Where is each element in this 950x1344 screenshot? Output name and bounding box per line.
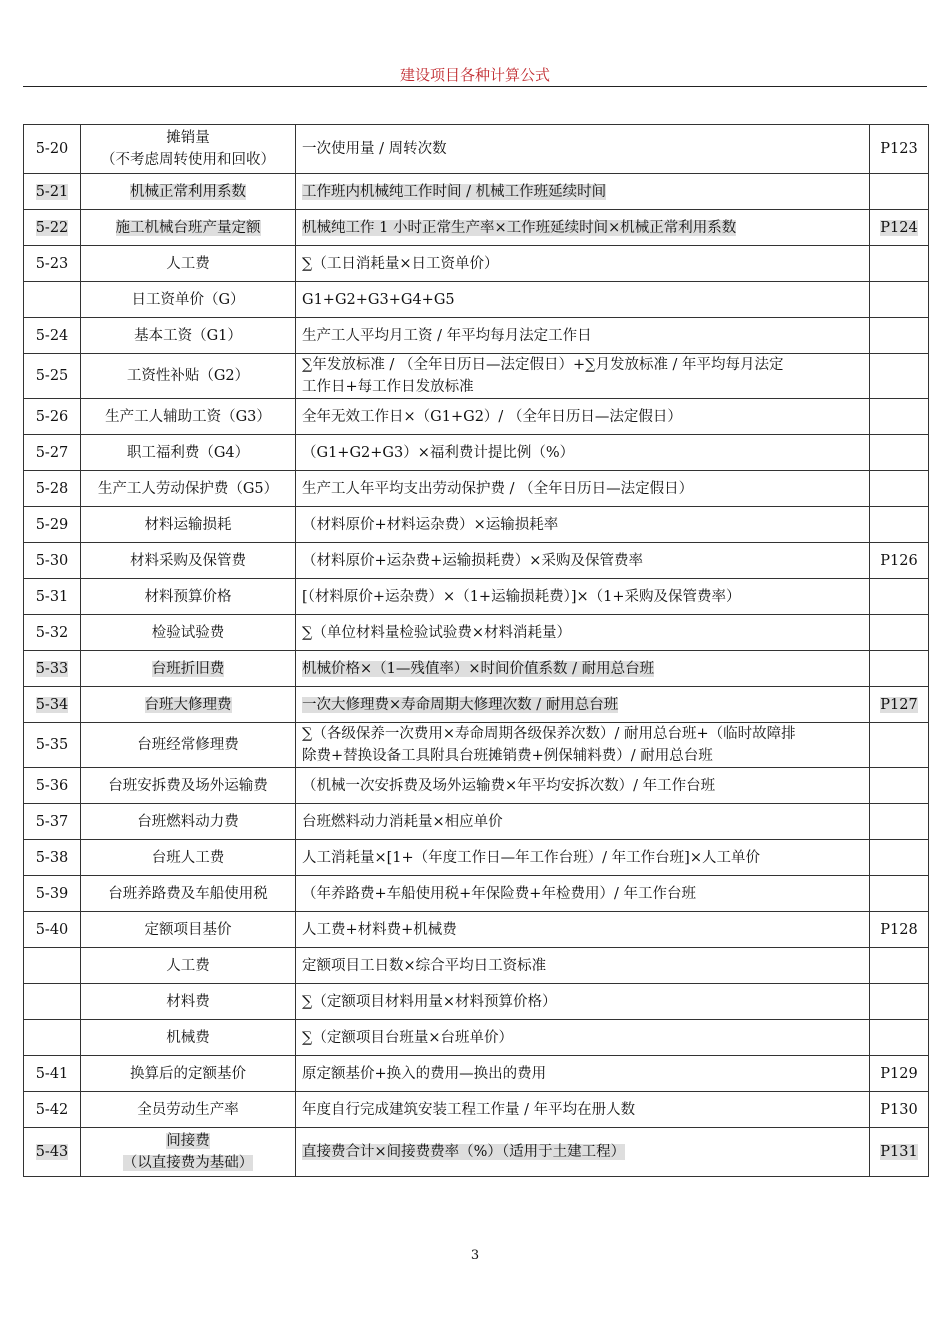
formula-expression-cell [296, 210, 870, 246]
page-reference-cell [870, 282, 929, 318]
formula-expression-cell [296, 471, 870, 507]
formula-expression-cell [296, 723, 870, 768]
formula-number-cell [24, 1128, 81, 1177]
formula-name-cell [81, 174, 296, 210]
formula-name-cell [81, 125, 296, 174]
formula-expression: 定额项目工日数×综合平均日工资标准 [302, 957, 547, 974]
formula-name: 材料费 [166, 993, 210, 1010]
formula-expression: 原定额基价+换入的费用—换出的费用 [302, 1065, 547, 1082]
formula-expression-cell [296, 1056, 870, 1092]
formula-expression: 机械价格×（1—残值率）×时间价值系数 / 耐用总台班 [302, 660, 655, 677]
table-row [24, 282, 929, 318]
page-reference-cell [870, 471, 929, 507]
formula-name: 台班经常修理费 [137, 737, 239, 753]
formula-name: 生产工人辅助工资（G3） [105, 408, 271, 425]
formula-expression-cell [296, 125, 870, 174]
formula-number: 5-42 [35, 1101, 69, 1118]
formula-expression: 直接费合计×间接费费率（%）（适用于土建工程） [302, 1144, 626, 1160]
page-reference-cell [870, 435, 929, 471]
formula-number: 5-24 [35, 327, 69, 344]
formula-number-cell [24, 125, 81, 174]
page-reference-cell [870, 1020, 929, 1056]
formula-expression-cell [296, 840, 870, 876]
formula-number: 5-20 [35, 141, 69, 157]
page-reference-cell [870, 125, 929, 174]
formula-name-note: （不考虑周转使用和回收） [101, 152, 275, 168]
table-row [24, 876, 929, 912]
formula-expression-cell [296, 543, 870, 579]
formula-table [23, 124, 929, 1177]
formula-expression-cell [296, 1128, 870, 1177]
formula-expression: ∑年发放标准 / （全年日历日—法定假日）+∑月发放标准 / 年平均每月法定 [302, 357, 784, 373]
table-row [24, 399, 929, 435]
page-reference-cell [870, 948, 929, 984]
formula-number: 5-43 [35, 1144, 69, 1160]
formula-expression-cell [296, 651, 870, 687]
formula-expression-cell [296, 615, 870, 651]
formula-number: 5-27 [35, 444, 69, 461]
page-reference: P131 [880, 1144, 918, 1160]
page-reference: P124 [880, 219, 918, 236]
formula-expression: 人工费+材料费+机械费 [302, 921, 457, 938]
formula-name: 摊销量 [166, 130, 210, 146]
formula-name-cell [81, 615, 296, 651]
formula-number: 5-41 [35, 1065, 69, 1082]
formula-number: 5-33 [35, 660, 69, 677]
table-row [24, 768, 929, 804]
formula-expression-cell [296, 282, 870, 318]
formula-expression: ∑（定额项目台班量×台班单价） [302, 1029, 513, 1046]
table-row [24, 1092, 929, 1128]
formula-number-cell [24, 435, 81, 471]
page-reference-cell [870, 354, 929, 399]
page-reference: P130 [880, 1101, 918, 1118]
formula-expression: G1+G2+G3+G4+G5 [302, 291, 455, 308]
formula-name: 机械费 [166, 1029, 210, 1046]
formula-name-cell [81, 354, 296, 399]
formula-name-cell [81, 210, 296, 246]
formula-number-cell [24, 1092, 81, 1128]
formula-name-cell [81, 1056, 296, 1092]
formula-number-cell [24, 615, 81, 651]
formula-expression: 台班燃料动力消耗量×相应单价 [302, 813, 503, 830]
formula-name: 检验试验费 [151, 624, 225, 641]
page-reference-cell [870, 768, 929, 804]
formula-name-cell [81, 507, 296, 543]
page-number: 3 [470, 1248, 480, 1263]
formula-number-cell [24, 579, 81, 615]
formula-name: 材料预算价格 [144, 588, 232, 605]
formula-name: 台班养路费及车船使用税 [108, 885, 268, 902]
formula-name: 基本工资（G1） [134, 327, 242, 344]
formula-name-cell [81, 876, 296, 912]
page-reference-cell [870, 651, 929, 687]
page-reference-cell [870, 399, 929, 435]
formula-expression-cell [296, 354, 870, 399]
formula-name-note: （以直接费为基础） [122, 1155, 254, 1171]
page-reference: P129 [880, 1065, 918, 1082]
formula-expression-cell [296, 1020, 870, 1056]
formula-name-cell [81, 399, 296, 435]
formula-expression-cell [296, 948, 870, 984]
formula-expression: （机械一次安拆费及场外运输费×年平均安拆次数）/ 年工作台班 [302, 777, 716, 794]
formula-number: 5-29 [35, 516, 69, 533]
table-row [24, 687, 929, 723]
formula-expression: 生产工人平均月工资 / 年平均每月法定工作日 [302, 327, 592, 344]
table-row [24, 471, 929, 507]
formula-number-cell [24, 723, 81, 768]
formula-number: 5-40 [35, 921, 69, 938]
table-row [24, 804, 929, 840]
header-rule [23, 86, 927, 87]
table-row [24, 912, 929, 948]
formula-expression: 生产工人年平均支出劳动保护费 / （全年日历日—法定假日） [302, 480, 694, 497]
formula-name: 机械正常利用系数 [130, 183, 246, 200]
formula-expression-cell [296, 579, 870, 615]
formula-name-cell [81, 543, 296, 579]
page-reference-cell [870, 1092, 929, 1128]
page-reference-cell [870, 210, 929, 246]
formula-expression: ∑（工日消耗量×日工资单价） [302, 255, 499, 272]
table-row [24, 435, 929, 471]
formula-number: 5-31 [35, 588, 69, 605]
formula-number-cell [24, 471, 81, 507]
formula-expression: （年养路费+车船使用税+年保险费+年检费用）/ 年工作台班 [302, 885, 696, 902]
table-row [24, 579, 929, 615]
page-reference: P123 [880, 141, 918, 157]
formula-number-cell [24, 804, 81, 840]
formula-number: 5-36 [35, 777, 69, 794]
formula-expression: （材料原价+材料运杂费）×运输损耗率 [302, 516, 559, 533]
formula-expression-cell [296, 174, 870, 210]
formula-expression-cell [296, 318, 870, 354]
table-row [24, 723, 929, 768]
formula-name-cell [81, 768, 296, 804]
formula-number: 5-25 [35, 368, 69, 384]
page-reference-cell [870, 246, 929, 282]
page-reference-cell [870, 543, 929, 579]
table-row [24, 651, 929, 687]
formula-name-cell [81, 723, 296, 768]
formula-expression: ∑（单位材料量检验试验费×材料消耗量） [302, 624, 571, 641]
page-reference-cell [870, 912, 929, 948]
table-row [24, 354, 929, 399]
formula-expression: 一次使用量 / 周转次数 [302, 141, 447, 157]
table-row [24, 246, 929, 282]
formula-name-cell [81, 687, 296, 723]
formula-number: 5-39 [35, 885, 69, 902]
formula-number: 5-37 [35, 813, 69, 830]
formula-number-cell [24, 768, 81, 804]
formula-expression-cell [296, 507, 870, 543]
formula-name: 换算后的定额基价 [130, 1065, 246, 1082]
page-reference: P128 [880, 921, 918, 938]
formula-number-cell [24, 507, 81, 543]
formula-name: 台班人工费 [151, 849, 225, 866]
formula-name-cell [81, 984, 296, 1020]
page-reference-cell [870, 318, 929, 354]
page-reference-cell [870, 687, 929, 723]
formula-expression-cell [296, 912, 870, 948]
page-reference-cell [870, 804, 929, 840]
formula-expression: （材料原价+运杂费+运输损耗费）×采购及保管费率 [302, 552, 643, 569]
table-row [24, 318, 929, 354]
formula-expression: 机械纯工作 1 小时正常生产率×工作班延续时间×机械正常利用系数 [302, 219, 737, 236]
formula-expression-cell [296, 399, 870, 435]
page-reference: P127 [880, 696, 918, 713]
formula-number: 5-38 [35, 849, 69, 866]
formula-name-cell [81, 579, 296, 615]
formula-number-cell [24, 1056, 81, 1092]
formula-number-cell [24, 354, 81, 399]
table-row [24, 984, 929, 1020]
formula-number-cell [24, 246, 81, 282]
table-row [24, 543, 929, 579]
formula-expression: 一次大修理费×寿命周期大修理次数 / 耐用总台班 [302, 696, 619, 713]
formula-number-cell [24, 912, 81, 948]
formula-name-cell [81, 282, 296, 318]
formula-name-cell [81, 1020, 296, 1056]
formula-name: 生产工人劳动保护费（G5） [97, 480, 279, 497]
formula-name-cell [81, 435, 296, 471]
table-row [24, 125, 929, 174]
formula-name-cell [81, 1128, 296, 1177]
table-row [24, 174, 929, 210]
page-reference-cell [870, 174, 929, 210]
formula-expression: （G1+G2+G3）×福利费计提比例（%） [302, 444, 575, 461]
formula-expression: 年度自行完成建筑安装工程工作量 / 年平均在册人数 [302, 1101, 636, 1118]
formula-number-cell [24, 318, 81, 354]
formula-expression-cell [296, 1092, 870, 1128]
formula-number-cell [24, 651, 81, 687]
formula-expression-cell [296, 984, 870, 1020]
formula-number: 5-30 [35, 552, 69, 569]
formula-name-cell [81, 651, 296, 687]
formula-name-cell [81, 804, 296, 840]
formula-number: 5-26 [35, 408, 69, 425]
page-reference-cell [870, 615, 929, 651]
formula-number-cell [24, 984, 81, 1020]
formula-name: 台班燃料动力费 [137, 813, 239, 830]
table-row [24, 615, 929, 651]
formula-expression-continued: 除费+替换设备工具附具台班摊销费+例保辅料费）/ 耐用总台班 [302, 748, 713, 764]
formula-expression: ∑（各级保养一次费用×寿命周期各级保养次数）/ 耐用总台班+（临时故障排 [302, 726, 796, 742]
formula-number: 5-21 [35, 183, 69, 200]
formula-number: 5-35 [35, 737, 69, 753]
formula-name: 施工机械台班产量定额 [115, 219, 261, 236]
table-row [24, 1020, 929, 1056]
formula-name: 台班大修理费 [144, 696, 232, 713]
formula-expression: 全年无效工作日×（G1+G2）/ （全年日历日—法定假日） [302, 408, 682, 425]
formula-expression-cell [296, 246, 870, 282]
formula-expression: ∑（定额项目材料用量×材料预算价格） [302, 993, 557, 1010]
formula-number: 5-23 [35, 255, 69, 272]
formula-name-cell [81, 840, 296, 876]
formula-number: 5-34 [35, 696, 69, 713]
formula-number-cell [24, 282, 81, 318]
formula-name: 人工费 [166, 957, 210, 974]
table-row [24, 840, 929, 876]
table-row [24, 1128, 929, 1177]
formula-name: 台班折旧费 [151, 660, 225, 677]
formula-number-cell [24, 399, 81, 435]
formula-expression-continued: 工作日+每工作日发放标准 [302, 379, 474, 395]
formula-name: 材料采购及保管费 [130, 552, 246, 569]
page-reference-cell [870, 1056, 929, 1092]
formula-name-cell [81, 948, 296, 984]
formula-number-cell [24, 840, 81, 876]
formula-name: 全员劳动生产率 [137, 1101, 239, 1118]
formula-expression: [（材料原价+运杂费）×（1+运输损耗费）]×（1+采购及保管费率） [302, 588, 741, 605]
formula-number: 5-32 [35, 624, 69, 641]
formula-name: 间接费 [166, 1133, 210, 1149]
formula-name-cell [81, 471, 296, 507]
page-reference-cell [870, 876, 929, 912]
table-row [24, 948, 929, 984]
page-reference-cell [870, 840, 929, 876]
formula-expression: 人工消耗量×[1+（年度工作日—年工作台班）/ 年工作台班]×人工单价 [302, 849, 760, 866]
formula-name-cell [81, 1092, 296, 1128]
formula-expression-cell [296, 876, 870, 912]
formula-expression-cell [296, 768, 870, 804]
formula-name: 材料运输损耗 [144, 516, 232, 533]
page-reference: P126 [880, 552, 918, 569]
formula-expression: 工作班内机械纯工作时间 / 机械工作班延续时间 [302, 183, 607, 200]
formula-expression-cell [296, 804, 870, 840]
formula-name-cell [81, 318, 296, 354]
formula-number: 5-28 [35, 480, 69, 497]
formula-number-cell [24, 687, 81, 723]
page-reference-cell [870, 507, 929, 543]
formula-name: 台班安拆费及场外运输费 [108, 777, 268, 794]
formula-expression-cell [296, 687, 870, 723]
page-reference-cell [870, 984, 929, 1020]
formula-number-cell [24, 543, 81, 579]
formula-name: 人工费 [166, 255, 210, 272]
table-row [24, 507, 929, 543]
page-reference-cell [870, 723, 929, 768]
formula-expression-cell [296, 435, 870, 471]
table-row [24, 1056, 929, 1092]
formula-name: 日工资单价（G） [131, 291, 245, 308]
formula-number: 5-22 [35, 219, 69, 236]
document-header-title: 建设项目各种计算公式 [399, 66, 550, 84]
formula-number-cell [24, 948, 81, 984]
formula-number-cell [24, 876, 81, 912]
formula-name-cell [81, 246, 296, 282]
formula-name: 工资性补贴（G2） [126, 368, 250, 384]
page-reference-cell [870, 579, 929, 615]
formula-number-cell [24, 210, 81, 246]
formula-name: 定额项目基价 [144, 921, 232, 938]
formula-number-cell [24, 174, 81, 210]
formula-number-cell [24, 1020, 81, 1056]
formula-name-cell [81, 912, 296, 948]
table-row [24, 210, 929, 246]
page-reference-cell [870, 1128, 929, 1177]
formula-name: 职工福利费（G4） [126, 444, 250, 461]
